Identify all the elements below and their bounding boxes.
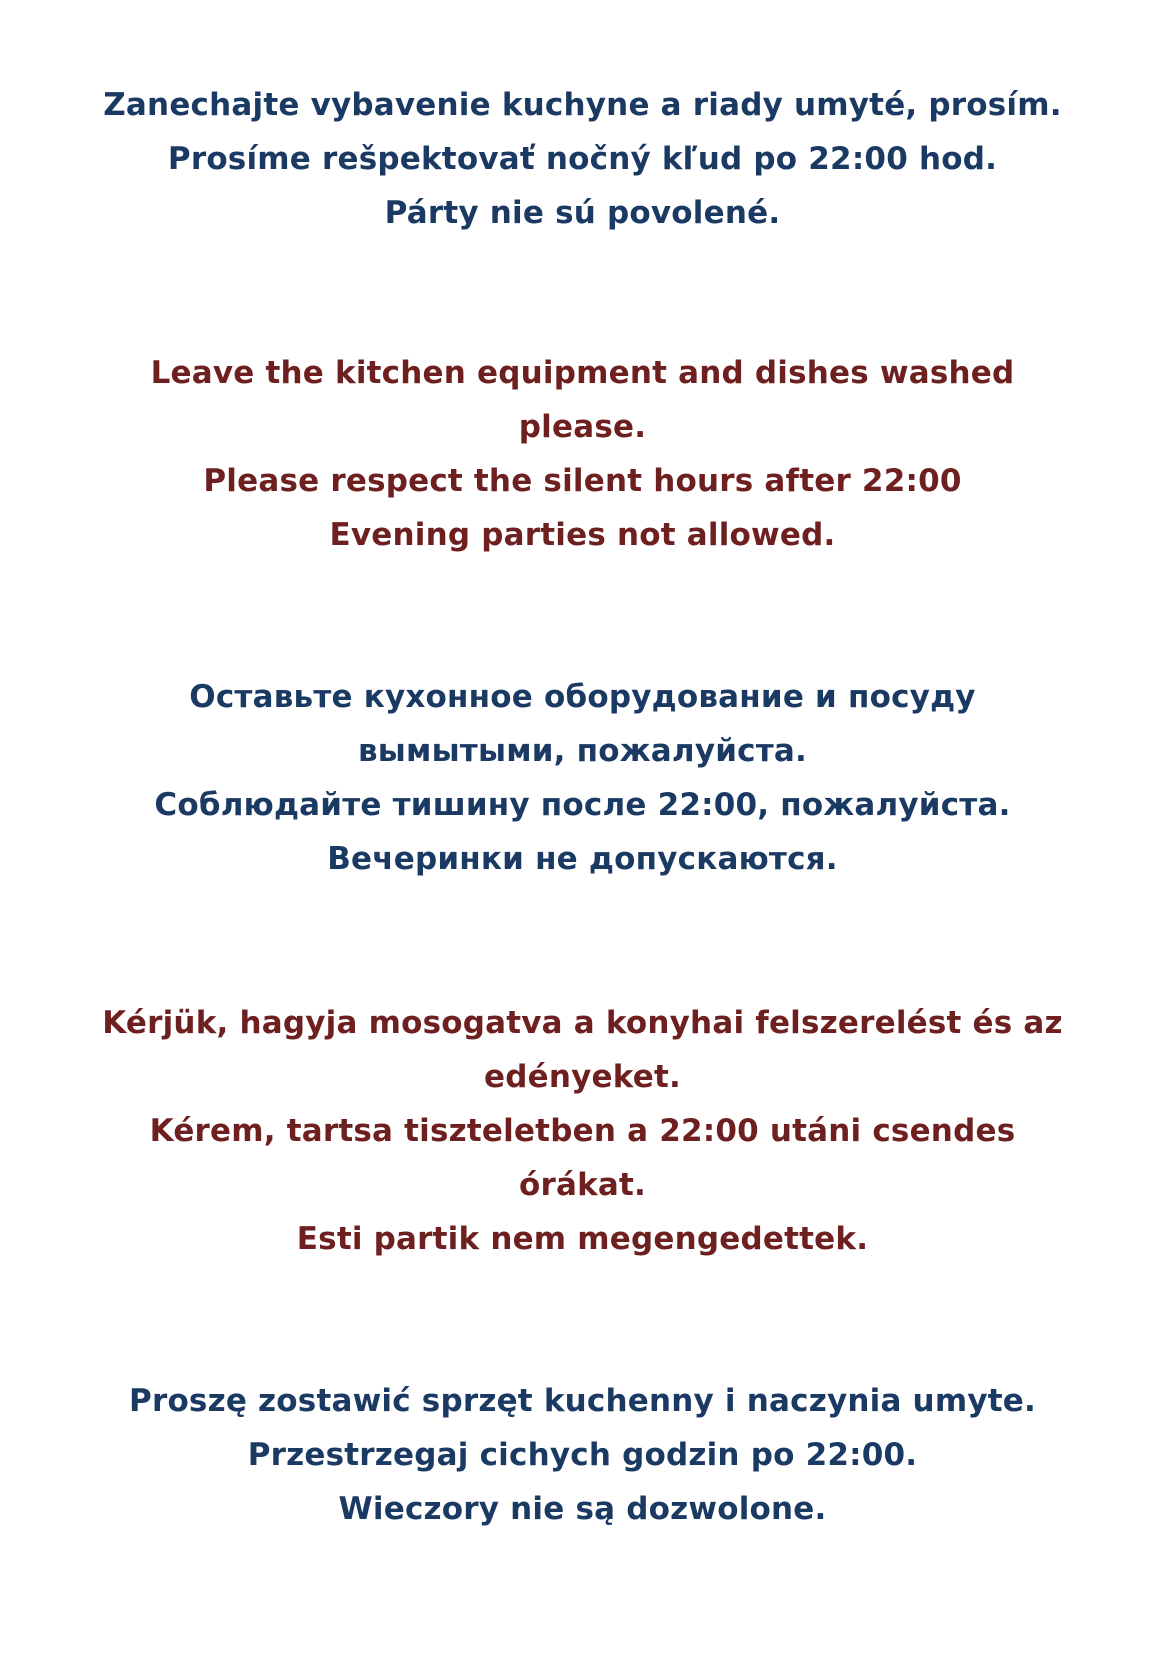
hungarian-line-1: Kérjük, hagyja mosogatva a konyhai felszerelést és az xyxy=(102,1005,1063,1041)
russian-notice xyxy=(0,670,1165,886)
polish-line-3: Wieczory nie są dozwolone. xyxy=(338,1491,827,1527)
russian-line-4: Вечеринки не допускаются. xyxy=(327,841,838,877)
russian-line-3: Соблюдайте тишину после 22:00, пожалуйста. xyxy=(154,787,1011,823)
slovak-notice xyxy=(0,78,1165,240)
hungarian-line-5: Esti partik nem megengedettek. xyxy=(296,1221,869,1257)
polish-notice xyxy=(0,1374,1165,1536)
russian-line-1: Оставьте кухонное оборудование и посуду xyxy=(189,679,976,715)
hungarian-line-2: edényeket. xyxy=(484,1059,681,1095)
russian-line-2: вымытыми, пожалуйста. xyxy=(357,733,807,769)
english-line-3: Please respect the silent hours after 22:00 xyxy=(203,463,962,499)
polish-line-1: Proszę zostawić sprzęt kuchenny i naczynia umyte. xyxy=(129,1383,1036,1419)
english-line-2: please. xyxy=(518,409,647,445)
hungarian-notice xyxy=(0,996,1165,1266)
polish-line-2: Przestrzegaj cichych godzin po 22:00. xyxy=(247,1437,918,1473)
slovak-line-1: Zanechajte vybavenie kuchyne a riady umyté, prosím. xyxy=(103,87,1062,123)
english-line-4: Evening parties not allowed. xyxy=(329,517,836,553)
slovak-line-3: Párty nie sú povolené. xyxy=(384,195,781,231)
english-line-1: Leave the kitchen equipment and dishes washed xyxy=(150,355,1015,391)
hungarian-line-4: órákat. xyxy=(518,1167,647,1203)
slovak-line-2: Prosíme rešpektovať nočný kľud po 22:00 hod. xyxy=(167,141,998,177)
english-notice xyxy=(0,346,1165,562)
hungarian-line-3: Kérem, tartsa tiszteletben a 22:00 utáni csendes xyxy=(149,1113,1016,1149)
